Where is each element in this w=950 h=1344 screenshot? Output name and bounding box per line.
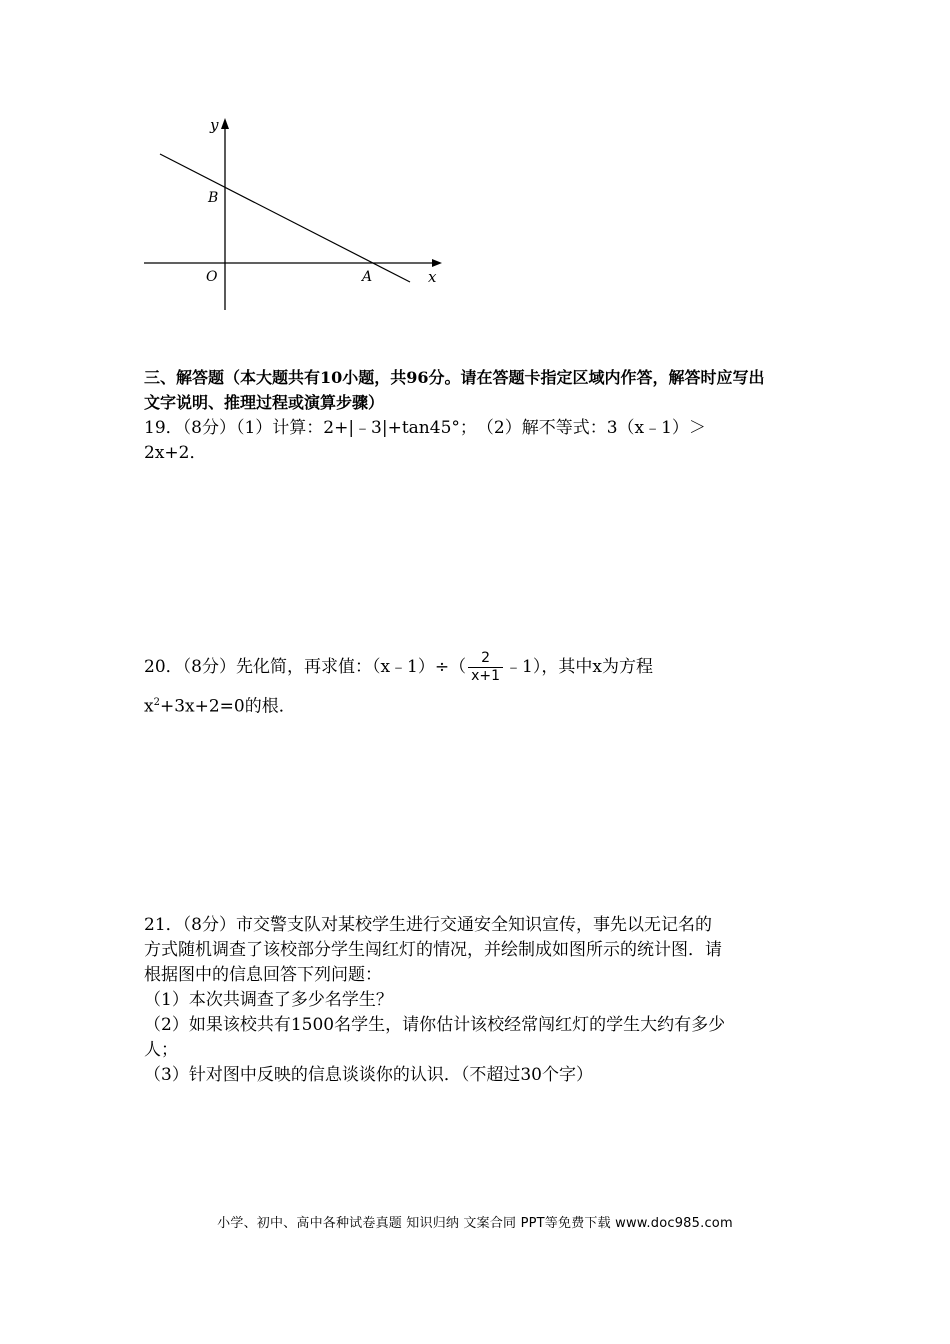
q21-line5: （2）如果该校共有1500名学生，请你估计该校经常闯红灯的学生大约有多少 <box>144 1015 726 1035</box>
q20-line2-x: x <box>144 696 154 717</box>
section-heading-line1: 三、解答题（本大题共有10小题，共96分。请在答题卡指定区域内作答，解答时应写出 <box>144 368 765 387</box>
x-axis-arrow <box>432 259 442 267</box>
q21-line4: （1）本次共调查了多少名学生？ <box>144 990 393 1010</box>
q21-line3: 根据图中的信息回答下列问题： <box>144 965 382 985</box>
q20-line2-exponent: 2 <box>153 697 160 708</box>
q20-line2 <box>144 690 296 720</box>
page-footer: 小学、初中、高中各种试卷真题 知识归纳 文案合同 PPT等免费下载 www.doc985.com <box>217 1216 733 1231</box>
q20-fraction <box>468 650 503 685</box>
y-axis-arrow <box>221 118 229 129</box>
q21-line6: 人； <box>144 1040 178 1060</box>
point-a-label: A <box>362 269 373 285</box>
origin-label: O <box>206 269 218 285</box>
coordinate-figure <box>138 112 448 317</box>
q20-line1 <box>144 650 653 685</box>
point-b-label: B <box>208 190 219 206</box>
q20-fraction-denominator: x+1 <box>468 667 503 685</box>
q21-line2: 方式随机调查了该校部分学生闯红灯的情况，并绘制成如图所示的统计图．请 <box>144 940 722 960</box>
q20-fraction-numerator: 2 <box>481 650 491 666</box>
q20-suffix: ﹣1），其中x为方程 <box>505 657 653 677</box>
q20-prefix: 20．（8分）先化简，再求值：（x﹣1）÷（ <box>144 657 467 677</box>
y-axis-label: y <box>210 116 219 134</box>
q19-line1: 19．（8分）（1）计算：2+|﹣3|+tan45°； （2）解不等式：3（x﹣1）＞ <box>144 418 706 438</box>
q21-line1: 21．（8分）市交警支队对某校学生进行交通安全知识宣传，事先以无记名的 <box>144 915 712 935</box>
q19-line2: 2x+2． <box>144 443 207 463</box>
x-axis-label: x <box>428 268 437 286</box>
q20-line2-rest: +3x+2=0的根． <box>159 696 296 717</box>
q21-line7: （3）针对图中反映的信息谈谈你的认识．（不超过30个字） <box>144 1065 593 1085</box>
section-heading-line2: 文字说明、推理过程或演算步骤） <box>144 393 385 412</box>
